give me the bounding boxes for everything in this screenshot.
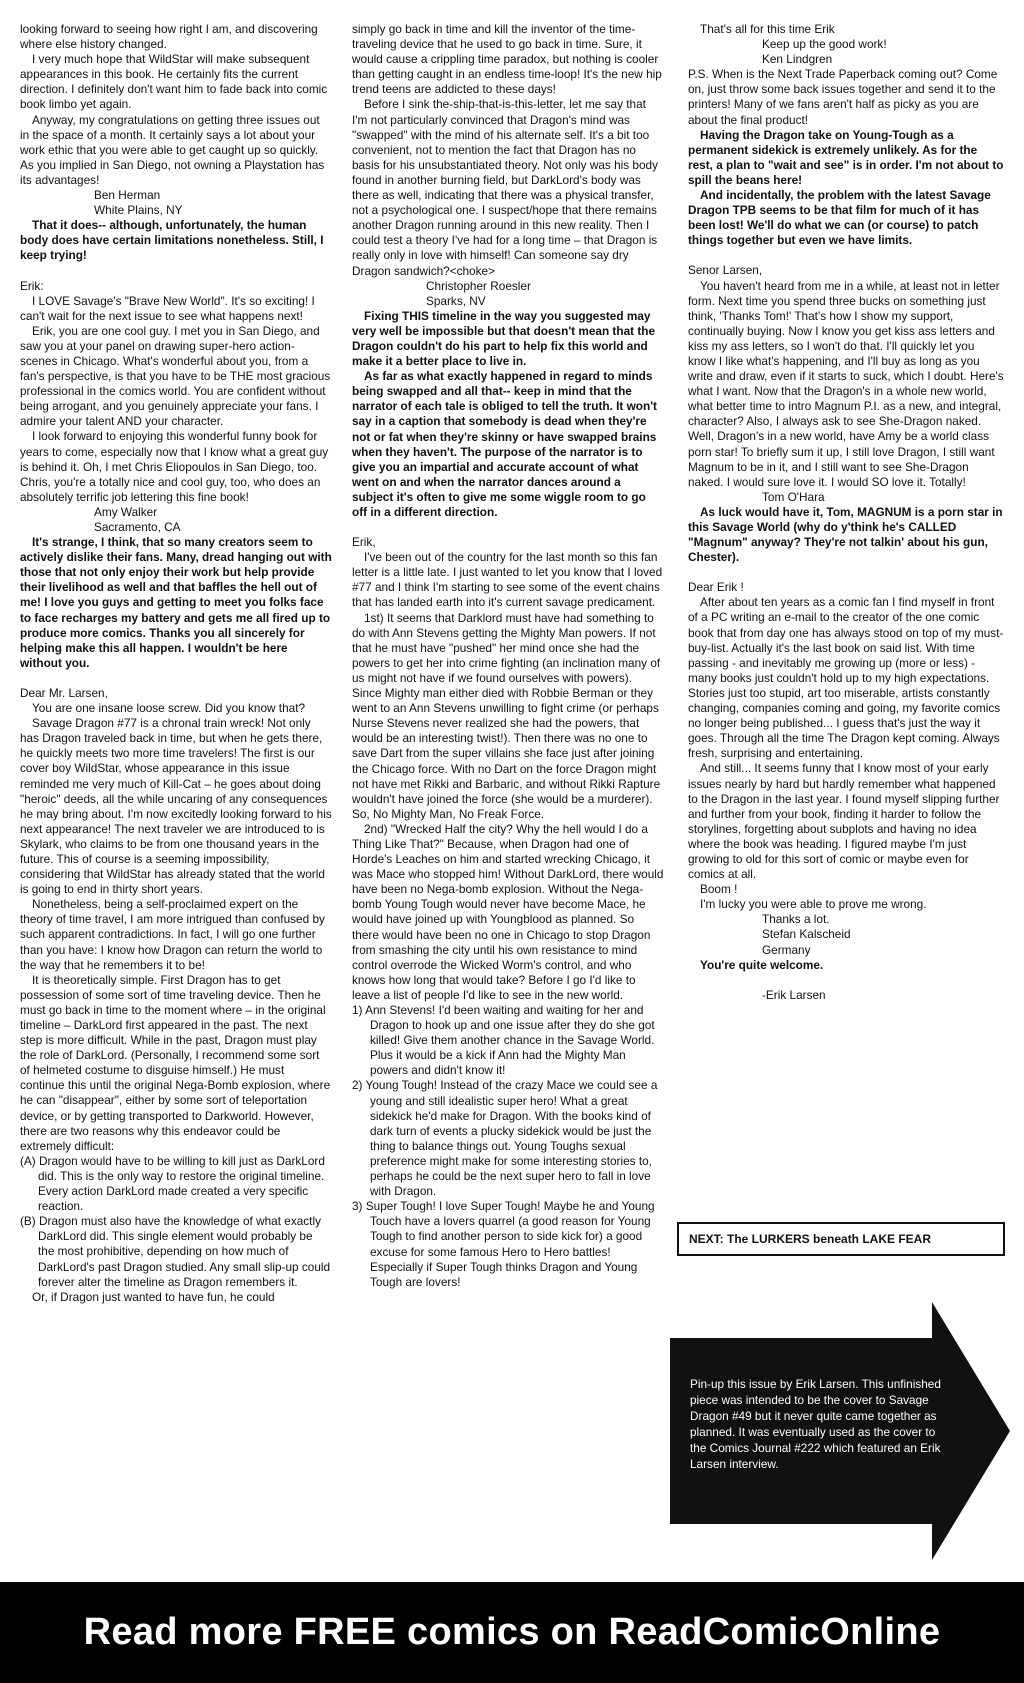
letter-signature: Sparks, NV [426, 293, 486, 308]
letter-paragraph: Erik, [352, 535, 376, 550]
letters-column-1 [20, 22, 332, 1305]
editor-response: As luck would have it, Tom, MAGNUM is a porn star in this Savage World (why do y'think he's CALLED "Magnum" anyway? They're not talkin' about his gun, Chester). [688, 504, 1003, 565]
letter-paragraph: Dear Erik ! [688, 580, 744, 595]
letter-signature: Germany [762, 942, 811, 957]
letter-paragraph: I very much hope that WildStar will make subsequent appearances in this book. He certainly fits the current direction. I definitely don't want him to fade back into comic book limbo yet again. [20, 52, 328, 112]
letter-paragraph: Anyway, my congratulations on getting three issues out in the space of a month. It certainly says a lot about your work ethic that you were able to get caught up so quickly. As you implied in San Diego, not owning a Playstation has its advantages! [20, 112, 325, 187]
letter-paragraph: simply go back in time and kill the inventor of the time-traveling device that he used to go back in time. Sure, it would cause a crippling time paradox, but nothing is cooler than getting caught in an endless time-loop! It's the new hip trend teens are addicted to these days! [352, 22, 662, 97]
letters-column-3 [688, 22, 1004, 1003]
letter-paragraph: You are one insane loose screw. Did you know that? [32, 701, 306, 716]
letter-paragraph: Boom ! [700, 882, 738, 897]
next-issue-box: NEXT: The LURKERS beneath LAKE FEAR [677, 1222, 1005, 1256]
letter-signature: Christopher Roesler [426, 278, 531, 293]
letter-paragraph: I LOVE Savage's "Brave New World". It's so exciting! I can't wait for the next issue to see what happens next! [20, 293, 315, 323]
editor-response: That it does-- although, unfortunately, the human body does have certain limitations nonetheless. Still, I keep trying! [20, 218, 324, 263]
letter-signature: Amy Walker [94, 504, 158, 519]
letter-paragraph: Nonetheless, being a self-proclaimed expert on the theory of time travel, I am more intrigued than confused by such apparent contradictions. In fact, I will go one further than you have: I know how Dragon can return the world to the way that he remembers it to be! [20, 897, 325, 972]
letter-paragraph: After about ten years as a comic fan I find myself in front of a PC writing an e-mail to the creator of the one comic book that from day one has always stood on top of my must-buy-list. Actually it's the last book on said list. With time passing - and inevitably me growing up (more or less) - many books just couldn't hold up to my high expectations. Stories just too stupid, art too miserable, artists constantly changing, companies coming and going, my favorite comics no longer being published... I guess that's just the way it goes. Through all the time The Dragon kept coming. Always fresh, surprising and entertaining. [688, 595, 1004, 761]
letter-paragraph: 2) Young Tough! Instead of the crazy Mace we could see a young and still idealistic super hero! What a great sidekick he'd make for Dragon. With the books kind of dark turn of events a plucky sidekick would be just the thing to balance things out. Young Toughs sexual preference might make for some interesting stories to, perhaps he could be the next super hero to fall in love with Dragon. [352, 1078, 658, 1199]
letter-paragraph: It is theoretically simple. First Dragon has to get possession of some sort of time traveling device. Then he must go back in time to the moment where – in the original timeline – DarkLord first appeared in the past. The next step is more difficult. While in the past, Dragon must play the role of DarkLord. (Personally, I recommend some sort of helmeted costume to disguise himself.) He must continue this until the original Nega-Bomb explosion, where he can "disappear", either by some sort of teleportation device, or by getting transported to Darkworld. However, there are two reasons why this endeavor could be extremely difficult: [20, 972, 331, 1153]
letter-signature: Keep up the good work! [762, 37, 887, 52]
letter-paragraph: Erik, you are one cool guy. I met you in San Diego, and saw you at your panel on drawing super-hero action-scenes in Chicago. What's wonderful about you, from a fan's perspective, is that you have to be THE most gracious professional in the comics world. You are confident without being arrogant, and you genuinely appreciate your fans. I admire your talent AND your character. [20, 323, 331, 429]
paragraph-gap [20, 264, 332, 279]
letter-paragraph: looking forward to seeing how right I am, and discovering where else history changed. [20, 22, 318, 52]
letter-paragraph: Or, if Dragon just wanted to have fun, he could [32, 1289, 275, 1304]
letter-paragraph: (B) Dragon must also have the knowledge of what exactly DarkLord did. This single element would probably be the most prohibitive, depending on how much of DarkLord's past Dragon studied. Any small slip-up could forever alter the timeline as Dragon remembers it. [20, 1214, 331, 1289]
letter-paragraph: (A) Dragon would have to be willing to kill just as DarkLord did. This is the only way to restore the original timeline. Every action DarkLord made created a very specific reaction. [20, 1153, 325, 1214]
letter-paragraph: Before I sink the-ship-that-is-this-letter, let me say that I'm not particularly convinced that Dragon's mind was "swapped" with the mind of his alternate self. It's a bit too convenient, not to mention the fact that Dragon has no basis for his unsubstantiated theory. Not only was his body found in another burning field, but DarkLord's body was there as well, indicating that there was a physical transfer, not a psychological one. I suspect/hope that there remains another Dragon running around in this new reality. Then I could test a theory I've had for a long time – that Dragon is really only in love with himself! Can someone say dry Dragon sandwich?<choke> [352, 97, 659, 278]
paragraph-gap [20, 671, 332, 686]
letter-paragraph: 3) Super Tough! I love Super Tough! Maybe he and Young Touch have a lovers quarrel (a good reason for Young Tough to find another person to side kick for) a good excuse for some famous Hero to Hero battles! Especially if Super Tough thinks Dragon and Young Tough are lovers! [352, 1199, 655, 1289]
letter-paragraph: Dear Mr. Larsen, [20, 685, 108, 700]
letter-paragraph: I look forward to enjoying this wonderful funny book for years to come, especially now that I know what a great guy is behind it. Oh, I met Chris Eliopoulos in San Diego, too. Chris, you're a totally nice and cool guy, too, who does an absolutely terrific job lettering this fine book! [20, 429, 329, 504]
letter-paragraph: Savage Dragon #77 is a chronal train wreck! Not only has Dragon traveled back in time, but when he gets there, he quickly meets two more time travelers! The first is our cover boy WildStar, whose appearance in this issue reminded me very much of Kill-Cat – he goes about doing "heroic" deeds, all the while uncaring of any consequences he may bring about. I'm now excitedly looking forward to his next appearance! The next traveler we are introduced to is Skylark, who claims to be from one thousand years in the future. This of course is a seeming impossibility, considering that WildStar has already stated that the world is going to end in thirty short years. [20, 716, 332, 897]
editor-response: It's strange, I think, that so many creators seem to actively dislike their fans. Many, dread hanging out with those that not only enjoy their work but help provide their livelihood as well and that baffles the hell out of me! I love you guys and getting to meet you folks face to face recharges my battery and gets me all fired up to produce more comics. Thanks you all sincerely for helping make this all happen. I wouldn't be here without you. [20, 535, 332, 670]
letter-paragraph: 2nd) "Wrecked Half the city? Why the hell would I do a Thing Like That?" Because, when Dragon had one of Horde's Leaches on him and started wrecking Chicago, it was Mace who stopped him! Without DarkLord, there would have been no Nega-bomb explosion. Without the Nega-bomb Young Tough would never have become Mace, he would have joined up with Youngblood as planned. So there would have been no one in Chicago to stop Dragon from smashing the city until his own resistance to mind control overrode the Wicked Worm's control, and who knows how long that would take? Before I go I'd like to leave a list of people I'd like to see in the new world. [352, 821, 664, 1002]
paragraph-gap [688, 565, 1004, 580]
letter-signature: Stefan Kalscheid [762, 927, 851, 942]
letter-signature: Thanks a lot. [762, 912, 830, 927]
letter-signature: Ken Lindgren [762, 52, 833, 67]
letter-signature: White Plains, NY [94, 203, 183, 218]
letter-signature: -Erik Larsen [762, 987, 826, 1002]
letter-paragraph: I'm lucky you were able to prove me wrong. [700, 897, 927, 912]
editor-response: You're quite welcome. [700, 957, 824, 972]
editor-response: Having the Dragon take on Young-Tough as a permanent sidekick is extremely unlikely. As for the rest, a plan to "wait and see" is in order. I'm not about to spill the beans here! [688, 127, 1004, 187]
editor-response: And incidentally, the problem with the latest Savage Dragon TPB seems to be that film for much of it has been lost! We'll do what we can (or course) to patch things together but even we have limits. [688, 188, 991, 248]
letter-paragraph: 1) Ann Stevens! I'd been waiting and waiting for her and Dragon to hook up and one issue after they do she got killed! Give them another chance in the Savage World. Plus it would be a kick if Ann had the Mighty Man powers and didn't know it! [352, 1003, 655, 1078]
letter-signature: Ben Herman [94, 188, 161, 203]
pinup-note: Pin-up this issue by Erik Larsen. This unfinished piece was intended to be the cover to Savage Dragon #49 but it never quite came together as planned. It was eventually used as the cover to the Comics Journal #222 which featured an Erik Larsen interview. [690, 1377, 941, 1471]
letter-signature: Sacramento, CA [94, 520, 181, 534]
read-more-banner[interactable]: Read more FREE comics on ReadComicOnline [0, 1582, 1024, 1683]
letter-paragraph: P.S. When is the Next Trade Paperback coming out? Come on, just throw some back issues together and send it to the printers! Many of we fans aren't half as picky as you are about the final product! [688, 67, 998, 127]
letter-paragraph: And still... It seems funny that I know most of your early issues nearly by hard but hardly remember what happened to the Dragon in the last year. I found myself slipping further and further from your book, finding it harder to follow the storylines, forgetting about subplots and having no idea where the book was heading. I figured maybe I'm just growing to old for this sort of comic or maybe even for comics at all. [688, 761, 1000, 882]
letter-paragraph: Erik: [20, 278, 44, 293]
letter-paragraph: I've been out of the country for the last month so this fan letter is a little late. I just wanted to let you know that I loved #77 and I think I'm starting to see some of the event chains that has landed earth into it's current savage predicament. [352, 550, 663, 610]
letter-paragraph: You haven't heard from me in a while, at least not in letter form. Next time you spend three bucks on something just think, 'Thanks Tom!' That's how I show my support, continually buying. Now I know you get kiss ass letters and kiss my ass letters, so I won't do that. I'll quickly let you know I like what's happening, and I'll buy as long as you write and draw, even if it starts to suck, which I doubt. Here's what I want. Now that the Dragon's in a whole new world, what better time to intro Magnum P.I. as a new, and integral, character? Also, I always ask to see She-Dragon naked. Well, Dragon's in a new world, have Amy be a world class porn star! To briefly sum it up, I still love Dragon, I still want Magnum to be in it, and I still want to see She-Dragon naked. I would sure love it. I would SO love it. Totally! [688, 278, 1004, 489]
editor-response: Fixing THIS timeline in the way you suggested may very well be impossible but that doesn't mean that the Dragon couldn't do his part to help fix this world and make it a better place to live in. [352, 308, 656, 369]
letter-signature: Tom O'Hara [762, 489, 825, 504]
editor-response: As far as what exactly happened in regard to minds being swapped and all that-- keep in mind that the narrator of each tale is obliged to tell the truth. It won't say in a caption that somebody is dead when they're not or fat when they're skinny or have swapped brains when they haven't. The purpose of the narrator is to give you an impartial and accurate account of what went on and when the narrator dances around a subject it's often to give me some wiggle room to go off in a different direction. [352, 369, 657, 519]
letter-paragraph: 1st) It seems that Darklord must have had something to do with Ann Stevens getting the Mighty Man powers. If not that he must have "pushed" her mind once she had the powers to get her into crime fighting (an inclination many of us might not have if we found ourselves with powers). Since Mighty man either died with Robbie Berman or they went to an Ann Stevens unwilling to fight crime (or perhaps Nurse Stevens never realized she had the powers, that would be an interesting twist!). Then there was no one to save Dart from the super villains she face just after joining the Chicago force. With no Dart on the force Dragon might not have met Rikki and Barbaric, and without Rikki Rapture wouldn't have joined the force (she would be a murderer). So, No Mighty Man, No Freak Force. [352, 610, 661, 821]
paragraph-gap [688, 248, 1004, 263]
paragraph-gap [352, 520, 664, 535]
letter-paragraph: That's all for this time Erik [700, 22, 835, 36]
letter-paragraph: Senor Larsen, [688, 263, 763, 278]
paragraph-gap [688, 973, 1004, 988]
letters-column-2 [352, 22, 664, 1290]
